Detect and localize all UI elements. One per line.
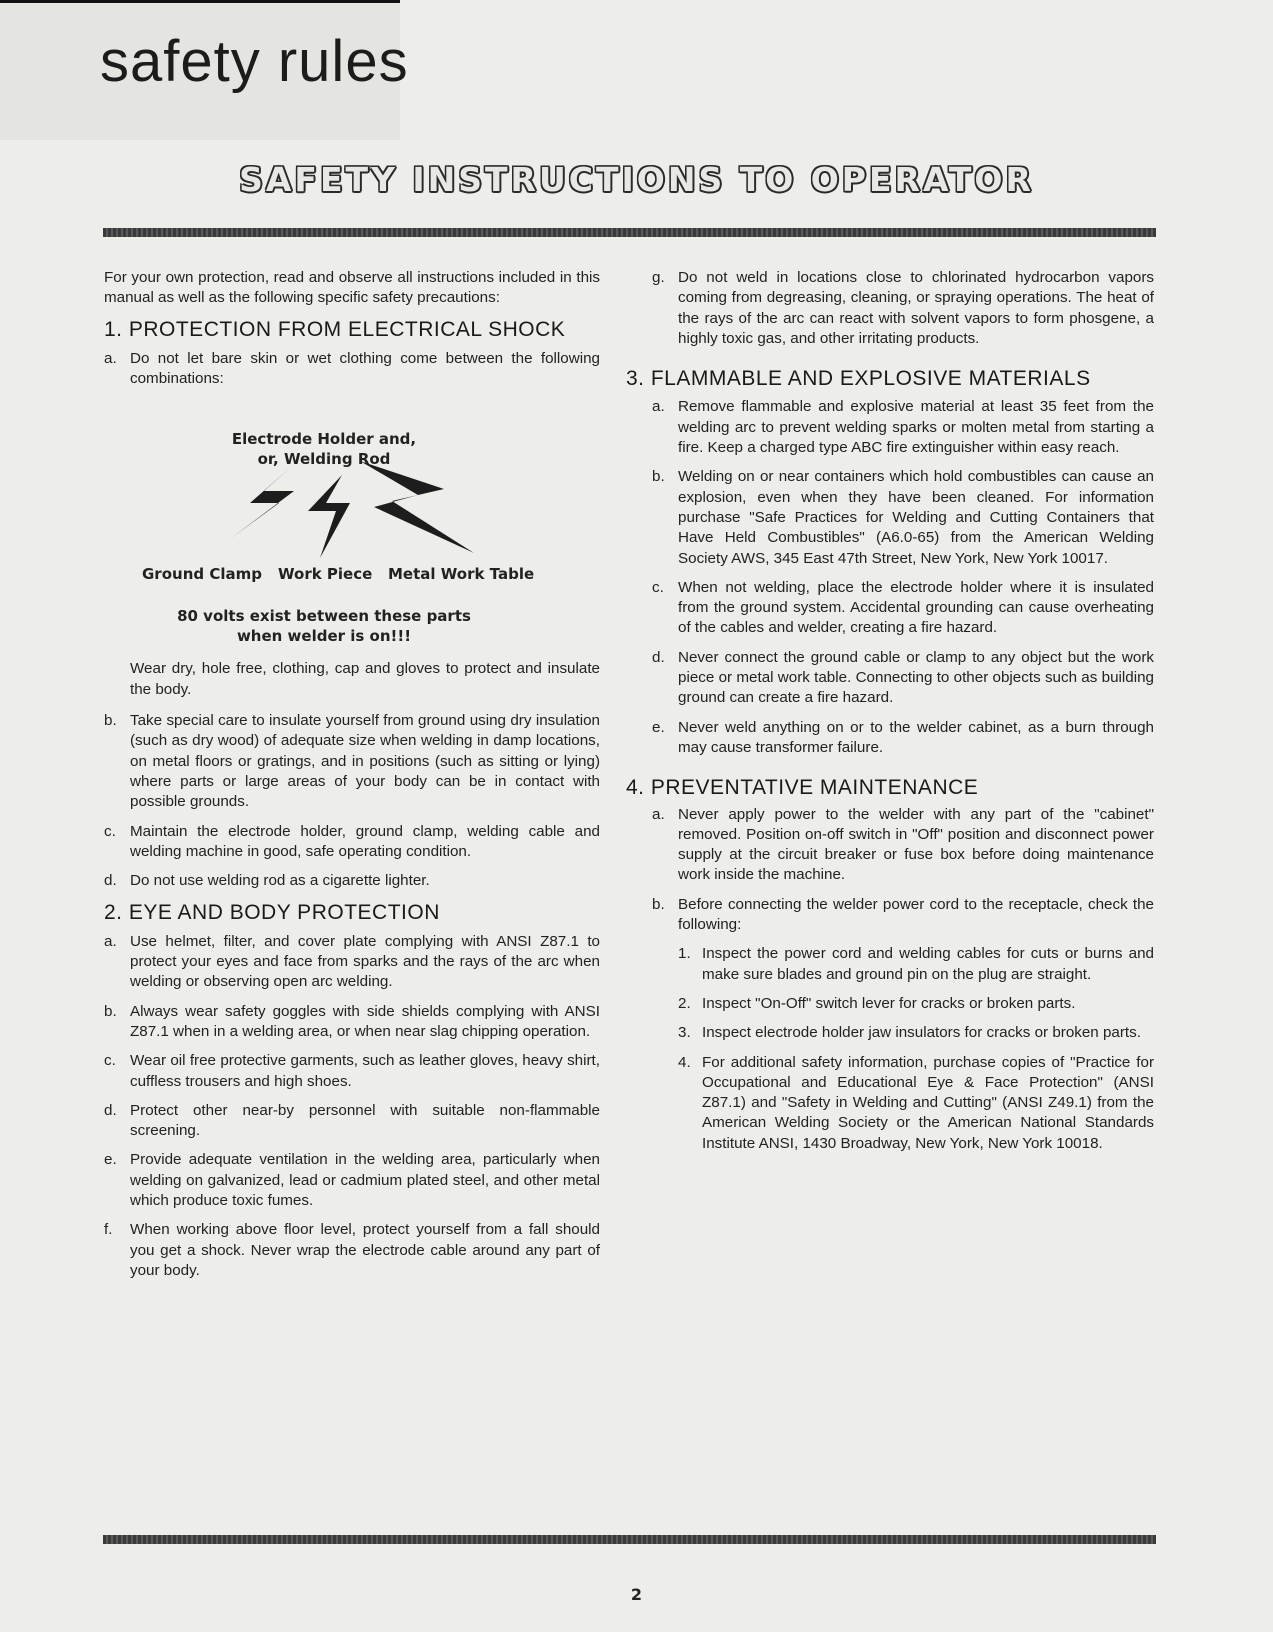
s4-check-4 <box>678 1053 1154 1154</box>
item-text: Do not let bare skin or wet clothing come between the following combinations: <box>130 349 600 388</box>
item-text: When not welding, place the electrode holder where it is insulated from the ground system. Accidental grounding can cause overheating of the cables and welder, creating a fire hazard. <box>678 578 1154 637</box>
s2-item-f <box>104 1220 600 1281</box>
s4-check-2 <box>678 994 1154 1014</box>
item-label: 1. <box>678 945 691 963</box>
item-text: Protect other near-by personnel with suitable non-flammable screening. <box>130 1101 600 1140</box>
intro-paragraph: For your own protection, read and observe all instructions included in this manual as well as the following specific safety precautions: <box>104 269 600 307</box>
bottom-divider <box>103 1535 1156 1544</box>
item-label: 3. <box>678 1024 691 1042</box>
item-text: Do not use welding rod as a cigarette lighter. <box>130 872 430 890</box>
electrical-shock-diagram <box>104 389 600 646</box>
lightning-bolts-icon <box>224 461 484 561</box>
section-1-heading: 1. PROTECTION FROM ELECTRICAL SHOCK <box>104 317 566 341</box>
s2-item-c <box>104 1051 600 1092</box>
s1-item-d <box>104 871 600 891</box>
item-label: 2. <box>678 994 691 1012</box>
item-label: c. <box>652 578 664 596</box>
s3-item-d <box>652 648 1154 709</box>
diagram-ground-clamp-label: Ground Clamp <box>142 565 262 584</box>
page-section-title: safety rules <box>100 29 409 94</box>
item-label: c. <box>104 822 116 840</box>
item-text: Use helmet, filter, and cover plate complying with ANSI Z87.1 to protect your eyes and face from sparks and the rays of the arc when welding or observing open arc welding. <box>130 932 600 991</box>
item-label: b. <box>652 468 665 486</box>
item-text: Welding on or near containers which hold combustibles can cause an explosion, even when they have been cleaned. For information purchase "Safe Practices for Welding and Cutting Containers that Have Held Combustibles" (A6.0-65) from the American Welding Society AWS, 345 East 47th Street, New York, New York 10017. <box>678 468 1154 567</box>
right-column <box>626 268 1154 1154</box>
diagram-warning <box>174 606 474 646</box>
diagram-table-label: Metal Work Table <box>388 565 535 584</box>
item-label: 4. <box>678 1053 691 1071</box>
s1-item-a-continued: Wear dry, hole free, clothing, cap and gloves to protect and insulate the body. <box>130 660 600 698</box>
item-text: Never weld anything on or to the welder cabinet, as a burn through may cause transformer failure. <box>678 718 1154 756</box>
s2-item-b <box>104 1002 600 1043</box>
item-text: Inspect "On-Off" switch lever for cracks or broken parts. <box>702 994 1076 1012</box>
item-label: a. <box>104 932 117 950</box>
s1-item-b <box>104 711 600 812</box>
diagram-work-piece-label: Work Piece <box>278 565 373 584</box>
item-text: Never apply power to the welder with any part of the "cabinet" removed. Position on-off switch in "Off" position and disconnect power supply at the circuit breaker or fuse box before doing maintenance work inside the machine. <box>678 805 1154 884</box>
diagram-top-line1: Electrode Holder and, <box>231 430 417 449</box>
s4-item-b <box>652 895 1154 936</box>
s4-check-1 <box>678 944 1154 985</box>
item-text: Do not weld in locations close to chlorinated hydrocarbon vapors coming from degreasing, cleaning, or spraying operations. The heat of the rays of the arc can react with solvent vapors to form phosgene, a highly toxic gas, and other irritating products. <box>678 269 1154 347</box>
top-divider <box>103 228 1156 237</box>
s1-item-c <box>104 822 600 863</box>
s1-item-a <box>104 349 600 390</box>
s3-item-e <box>652 718 1154 759</box>
item-label: d. <box>652 648 665 666</box>
item-text: Provide adequate ventilation in the welding area, particularly when welding on galvanized, lead or cadmium plated steel, and other metal which produce toxic fumes. <box>130 1151 600 1210</box>
item-label: e. <box>104 1151 117 1169</box>
item-label: b. <box>104 712 117 730</box>
item-label: a. <box>652 805 665 823</box>
diagram-warning-line1: 80 volts exist between these parts <box>177 607 471 626</box>
item-text: For additional safety information, purchase copies of "Practice for Occupational and Educational Eye & Face Protection" (ANSI Z87.1) and "Safety in Welding and Cutting" (ANSI Z49.1) from the American Welding Society or the American National Standards Institute ANSI, 1430 Broadway, New York, New York 10018. <box>702 1053 1154 1152</box>
item-text: Inspect electrode holder jaw insulators for cracks or broken parts. <box>702 1024 1141 1042</box>
diagram-top-line2: or, Welding Rod <box>257 450 391 469</box>
section-3-heading: 3. FLAMMABLE AND EXPLOSIVE MATERIALS <box>626 367 1091 391</box>
s2-item-a <box>104 932 600 993</box>
section-4-heading: 4. PREVENTATIVE MAINTENANCE <box>626 776 979 800</box>
s3-item-b <box>652 467 1154 568</box>
item-label: a. <box>104 349 117 367</box>
item-label: f. <box>104 1221 113 1239</box>
item-text: Before connecting the welder power cord to the receptacle, check the following: <box>678 895 1154 934</box>
item-label: a. <box>652 398 665 416</box>
item-label: c. <box>104 1052 116 1070</box>
item-text: When working above floor level, protect yourself from a fall should you get a shock. Never wrap the electrode cable around any part of your body. <box>130 1221 600 1279</box>
item-text: Maintain the electrode holder, ground clamp, welding cable and welding machine in good, safe operating condition. <box>130 822 600 860</box>
main-heading: SAFETY INSTRUCTIONS TO OPERATOR <box>239 160 1034 199</box>
s4-check-3 <box>678 1023 1154 1043</box>
page-number: 2 <box>630 1585 643 1604</box>
s3-item-c <box>652 578 1154 639</box>
left-column <box>104 268 600 1281</box>
item-text: Take special care to insulate yourself from ground using dry insulation (such as dry wood) of adequate size when welding in damp locations, on metal floors or gratings, and in positions (such as sitting or lying) where parts or large areas of your body can be in contact with possible grounds. <box>130 712 600 811</box>
item-label: b. <box>104 1002 117 1020</box>
s3-item-a <box>652 397 1154 458</box>
diagram-warning-line2: when welder is on!!! <box>236 627 412 646</box>
item-label: d. <box>104 1101 117 1119</box>
s2-item-g <box>652 268 1154 349</box>
item-label: d. <box>104 872 117 890</box>
item-label: g. <box>652 269 665 286</box>
s2-item-d <box>104 1101 600 1142</box>
item-label: b. <box>652 895 665 913</box>
section-2-heading: 2. EYE AND BODY PROTECTION <box>104 901 440 925</box>
s2-item-e <box>104 1150 600 1211</box>
item-text: Always wear safety goggles with side shields complying with ANSI Z87.1 when in a welding area, or when near slag chipping operation. <box>130 1002 600 1040</box>
item-label: e. <box>652 718 665 736</box>
item-text: Never connect the ground cable or clamp to any object but the work piece or metal work table. Connecting to other objects such as building ground can create a fire hazard. <box>678 648 1154 707</box>
item-text: Remove flammable and explosive material at least 35 feet from the welding arc to prevent welding sparks or molten metal from starting a fire. Keep a charged type ABC fire extinguisher within easy reach. <box>678 398 1154 457</box>
s4-item-a <box>652 805 1154 886</box>
item-text: Wear oil free protective garments, such as leather gloves, heavy shirt, cuffless trousers and high shoes. <box>130 1052 600 1090</box>
item-text: Inspect the power cord and welding cables for cuts or burns and make sure blades and ground pin on the plug are straight. <box>702 945 1154 983</box>
